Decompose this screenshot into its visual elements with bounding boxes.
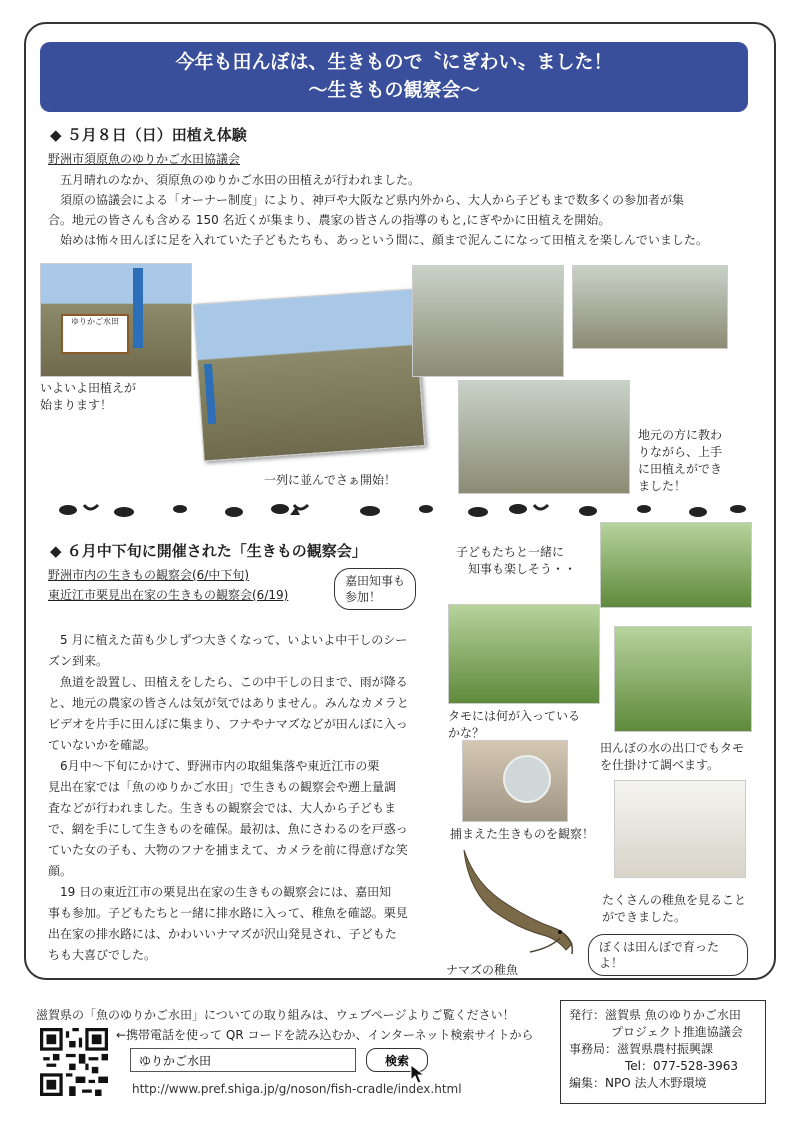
caption-start-l2: 始まります！ bbox=[40, 398, 113, 412]
photo-line-of-planters bbox=[193, 288, 425, 461]
caption-kids-l1: 子どもたちと一緒に bbox=[456, 545, 565, 559]
s2-para-15: 出在家の排水路には、かわいいナマズが沢山発見され、子どもた bbox=[48, 927, 397, 941]
s2-para-14: 事も参加。子どもたちと一緒に排水路に入って、稚魚を確認。栗見 bbox=[48, 906, 408, 920]
s2-para-16: ちも大喜びでした。 bbox=[48, 948, 157, 962]
search-input[interactable] bbox=[130, 1048, 356, 1072]
publisher-l2: プロジェクト推進協議会 bbox=[611, 1025, 743, 1039]
governor-bubble bbox=[334, 568, 416, 610]
section1-org: 野洲市須原魚のゆりかご水田協議会 bbox=[48, 152, 241, 166]
caption-fry-l1: たくさんの稚魚を見ること bbox=[602, 893, 747, 907]
caption-caught: 捕まえた生きものを観察！ bbox=[450, 827, 595, 841]
section1-body bbox=[48, 170, 754, 250]
s2-para-4: と、地元の農家の皆さんは気が気ではありません。みんなカメラと bbox=[48, 696, 409, 710]
caption-local-l1: 地元の方に教わ bbox=[638, 428, 723, 442]
caption-start-l1: いよいよ田植えが bbox=[40, 381, 137, 395]
photo-outlet-net bbox=[614, 626, 752, 732]
photo-planting-closeup bbox=[572, 265, 728, 349]
caption-start bbox=[40, 380, 136, 414]
title-line1: 今年も田んぼは、生きもので〝にぎわい〟ました！ bbox=[175, 51, 613, 73]
catfish-bubble-l2: よ！ bbox=[599, 956, 624, 970]
s2-para-7: 6月中～下旬にかけて、野洲市内の取組集落や東近江市の栗 bbox=[48, 759, 380, 773]
s2-para-6: ていないかを確認。 bbox=[48, 738, 157, 752]
search-button[interactable]: 検索 bbox=[366, 1048, 428, 1072]
caption-fry-l2: ができました。 bbox=[602, 910, 687, 924]
section2-event1: 野洲市内の生きもの観察会(6/中下旬) bbox=[48, 568, 250, 582]
s2-para-9: 査などが行われました。生きもの観察会では、大人から子どもま bbox=[48, 801, 397, 815]
catfish-fry-image bbox=[456, 846, 586, 956]
caption-kids-l2: 知事も楽しそう・・ bbox=[468, 562, 577, 576]
s2-para-12: 顔。 bbox=[48, 864, 73, 878]
photo-local-teaching bbox=[458, 380, 630, 494]
section2-event2: 東近江市栗見出在家の生きもの観察会(6/19) bbox=[48, 588, 289, 602]
governor-bubble-l1: 嘉田知事も bbox=[345, 574, 406, 588]
publisher-box bbox=[560, 1000, 766, 1104]
caption-local-l3: に田植えができ bbox=[638, 462, 723, 476]
caption-outlet-l2: を仕掛けて調べます。 bbox=[600, 758, 720, 772]
photo-planting-group bbox=[412, 265, 564, 377]
s1-para-1: 五月晴れのなか、須原魚のゆりかご水田の田植えが行われました。 bbox=[60, 173, 421, 187]
caption-outlet-l1: 田んぼの水の出口でもタモ bbox=[600, 741, 745, 755]
s2-para-1: 5 月に植えた苗も少しずつ大きくなって、いよいよ中干しのシー bbox=[48, 633, 408, 647]
editor: 編集：NPO 法人木野環境 bbox=[569, 1076, 707, 1090]
footprint-divider bbox=[58, 497, 748, 523]
governor-bubble-l2: 参加！ bbox=[345, 590, 382, 604]
net-circle bbox=[503, 755, 551, 803]
photo-ditch-net bbox=[448, 604, 600, 704]
flag-pole bbox=[204, 364, 216, 424]
qr-code-icon[interactable] bbox=[40, 1028, 108, 1096]
caption-tamo-l1: タモには何が入っている bbox=[448, 709, 581, 723]
publisher-l1: 発行：滋賀県 魚のゆりかご水田 bbox=[569, 1008, 741, 1022]
s1-para-2: 須原の協議会による「オーナー制度」により、神戸や大阪など県内外から、大人から子どもまで数多くの参加者が集 bbox=[60, 193, 685, 207]
s1-para-3: 合。地元の皆さんも含める 150 名近くが集まり、農家の皆さんの指導のもと,にぎやかに田植えを開始。 bbox=[48, 213, 611, 227]
s2-para-2: ズン到来。 bbox=[48, 654, 109, 668]
footer-url[interactable]: http://www.pref.shiga.jp/g/noson/fish-cradle/index.html bbox=[132, 1082, 462, 1096]
catfish-bubble bbox=[588, 934, 748, 976]
s2-para-8: 見出在家では「魚のゆりかご水田」で生きもの観察会や遡上量調 bbox=[48, 780, 397, 794]
section2-heading: ◆ ６月中下旬に開催された「生きもの観察会」 bbox=[50, 542, 367, 560]
s2-para-11: ていた女の子も、大物のフナを捕まえて、カメラを前に得意げな笑 bbox=[48, 843, 408, 857]
caption-kids bbox=[456, 544, 576, 578]
title-line2: ～生きもの観察会～ bbox=[308, 79, 480, 101]
s2-para-3: 魚道を設置し、田植えをしたら、この中干しの日まで、雨が降る bbox=[48, 675, 408, 689]
footer-intro: 滋賀県の「魚のゆりかご水田」についての取り組みは、ウェブページよりご覧ください！ bbox=[36, 1008, 515, 1022]
caption-fry bbox=[602, 892, 746, 926]
catfish-bubble-l1: ぼくは田んぼで育った bbox=[599, 940, 720, 954]
caption-local-l2: りながら、上手 bbox=[638, 445, 723, 459]
photo-kids-with-governor bbox=[600, 522, 752, 608]
caption-outlet bbox=[600, 740, 744, 774]
photo-fry-tray bbox=[614, 780, 746, 878]
photo-sign bbox=[61, 314, 129, 354]
section2-body bbox=[48, 630, 440, 966]
s2-para-13: 19 日の東近江市の栗見出在家の生きもの観察会には、嘉田知 bbox=[48, 885, 392, 899]
caption-local-l4: ました！ bbox=[638, 479, 687, 493]
photo-rice-planting-start bbox=[40, 263, 192, 377]
blue-flag bbox=[133, 268, 143, 348]
caption-line: 一列に並んでさぁ開始！ bbox=[264, 473, 397, 487]
footer-qr-note: ←携帯電話を使って QR コードを読み込むか、インターネット検索サイトから bbox=[116, 1028, 534, 1042]
title-banner bbox=[40, 42, 748, 112]
tel: Tel：077-528-3963 bbox=[625, 1059, 739, 1073]
caption-tamo bbox=[448, 708, 580, 742]
section1-heading: ◆ ５月８日（日）田植え体験 bbox=[50, 126, 247, 144]
caption-tamo-l2: かな？ bbox=[448, 726, 485, 740]
office: 事務局：滋賀県農村振興課 bbox=[569, 1042, 714, 1056]
s2-para-5: ビデオを片手に田んぼに集まり、フナやナマズなどが田んぼに入っ bbox=[48, 717, 408, 731]
caption-local bbox=[638, 427, 722, 495]
caption-catfish: ナマズの稚魚 bbox=[446, 963, 519, 977]
photo-sign-text: ゆりかご水田 bbox=[71, 317, 119, 326]
photo-caught-net bbox=[462, 740, 568, 822]
s1-para-4: 始めは怖々田んぼに足を入れていた子どもたちも、あっという間に、顔まで泥んこになって田植えを楽しんでいました。 bbox=[60, 233, 708, 247]
cursor-arrow-icon bbox=[410, 1064, 426, 1084]
s2-para-10: で、網を手にして生きものを確保。最初は、魚にさわるのを戸惑っ bbox=[48, 822, 408, 836]
